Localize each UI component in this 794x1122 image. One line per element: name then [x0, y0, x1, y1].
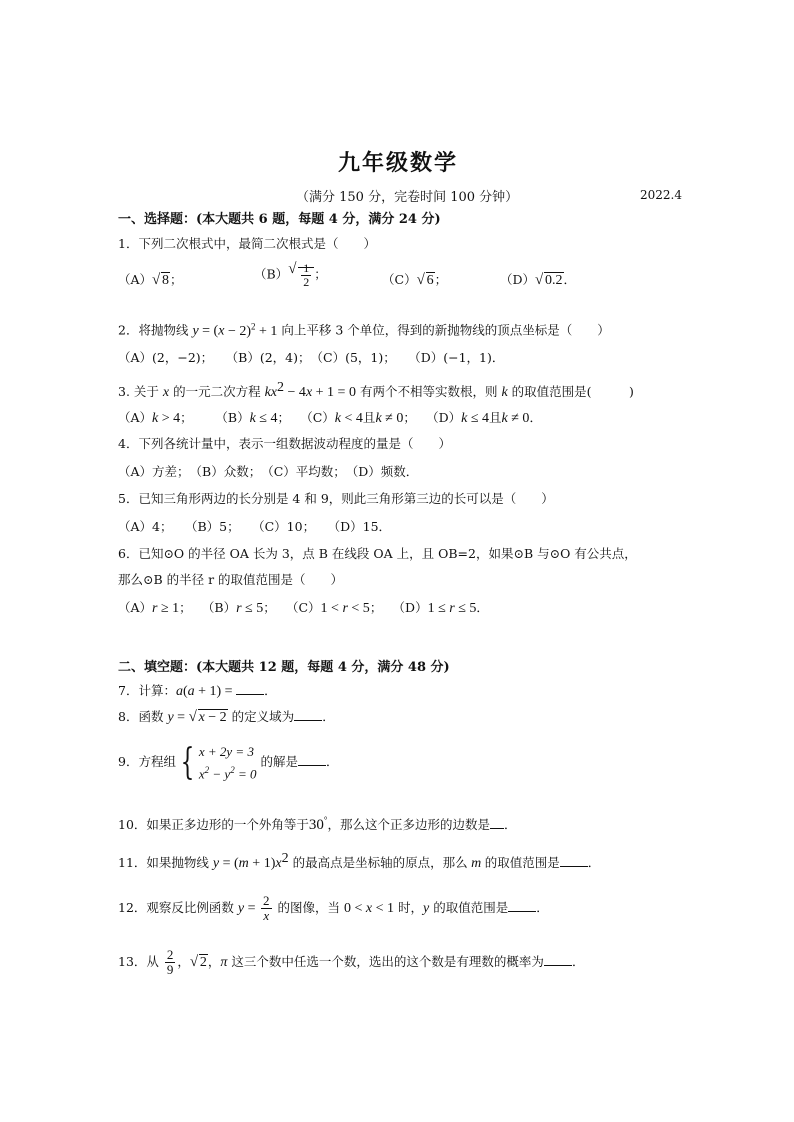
q6-line2: 那么⊙B 的半径 r 的取值范围是（ ） [118, 572, 344, 587]
option-c-label: （C） [300, 410, 335, 425]
answer-blank[interactable] [560, 854, 588, 867]
q5-options: （A）4； （B）5； （C）10； （D）15． [118, 519, 392, 534]
option-d-label: （D） [392, 600, 428, 615]
q8-text-a: 8．函数 [118, 709, 164, 724]
q11-text-a: 11．如果抛物线 [118, 855, 209, 871]
q8: 8．函数 y = √ x − 2 的定义域为 ． [118, 708, 335, 726]
q9: 9．方程组 { x + 2y = 3 $x^2 - y^2 = 0$ 的解是 ． [118, 741, 339, 783]
q12-text-c: 时， [398, 900, 424, 915]
q11-text-b: 的最高点是坐标轴的原点，那么 [292, 855, 468, 871]
q4-stem: 4．下列各统计量中，表示一组数据波动程度的量是（ ） [118, 436, 451, 451]
q1-stem: 1．下列二次根式中，最简二次根式是（ ） [118, 236, 376, 251]
option-b-label: （B） [201, 600, 237, 615]
q12: 12．观察反比例函数 y = $\frac{2}{x}$ 的图像，当 0 < x < 1 时，y 的取值范围是 ． [118, 893, 549, 923]
answer-blank[interactable] [236, 682, 264, 695]
q11-text-c: 的取值范围是 [484, 855, 560, 871]
option-a-label: （A） [118, 272, 153, 287]
q6-options: （A）r ≥ 1； （B）r ≤ 5； （C）1 < r < 5； （D）1 ≤ r ≤ 5． [118, 600, 489, 616]
answer-blank[interactable] [490, 816, 504, 829]
q2-stem: 2．将抛物线 $y = (x - 2)^2 + 1$ 向上平移 3 个单位，得到的新抛物线的顶点坐标是（ ） [118, 321, 610, 339]
q1-option-c: （C）√ 6； [382, 272, 447, 289]
q10: 10．如果正多边形的一个外角等于30°，那么这个正多边形的边数是 ． [118, 815, 517, 833]
q2-text-b: 向上平移 3 个单位，得到的新抛物线的顶点坐标是（ ） [281, 322, 610, 338]
q3-text-d: 的取值范围是( ) [511, 384, 634, 400]
q8-text-b: 的定义域为 [231, 709, 295, 724]
q10-text-a: 10．如果正多边形的一个外角等于 [118, 817, 309, 832]
q1-c-radicand: 6 [426, 273, 434, 288]
q6-line1: 6．已知⊙O 的半径 OA 长为 3，点 B 在线段 OA 上，且 OB=2，如果⊙B 与⊙O 有公共点， [118, 546, 637, 561]
q2-text-a: 2．将抛物线 [118, 322, 189, 338]
answer-blank[interactable] [298, 753, 326, 766]
q3-stem: 3. 关于 x 的一元二次方程 $kx^2 - 4x + 1 = 0$ 有两个不相等实数根，则 k 的取值范围是( ) [118, 380, 634, 401]
q4-options: （A）方差； （B）众数； （C）平均数； （D）频数． [118, 464, 419, 479]
q9-text-a: 9．方程组 [118, 754, 176, 770]
answer-blank[interactable] [294, 708, 322, 721]
option-c-label: （C） [382, 272, 417, 287]
option-a-label: （A） [118, 600, 153, 615]
q3-text-a: 3. 关于 [118, 384, 159, 400]
option-d-label: （D） [426, 410, 462, 425]
q1-d-radicand: 0.2 [545, 273, 563, 288]
exam-date: 2022.4 [640, 188, 682, 202]
q3-text-c: 有两个不相等实数根，则 [359, 384, 498, 400]
q1-option-d: （D）√ 0.2． [500, 272, 576, 289]
q11: 11．如果抛物线 $y = (m + 1)x^2$ 的最高点是坐标轴的原点，那么 m 的取值范围是 ． [118, 851, 601, 872]
q3-and-d: 且 [489, 410, 502, 425]
q7-text: 7．计算： [118, 683, 176, 698]
q5-stem: 5．已知三角形两边的长分别是 4 和 9，则此三角形第三边的长可以是（ ） [118, 491, 554, 506]
q3-text-b: 的一元二次方程 [173, 384, 261, 400]
q13-text-b: 这三个数中任选一个数，选出的这个数是有理数的概率为 [231, 954, 544, 969]
q7: 7．计算：a(a + 1) = ． [118, 683, 277, 699]
q10-text-b: ，那么这个正多边形的边数是 [327, 817, 491, 832]
q12-text-b: 的图像，当 [277, 900, 341, 915]
q1-a-radicand: 8 [162, 273, 170, 288]
q1-option-b: （B） √ $\frac{1}{2}$ ； [254, 262, 327, 289]
option-b-label: （B） [254, 266, 289, 282]
q9-text-b: 的解是 [260, 754, 298, 770]
q12-text-d: 的取值范围是 [433, 900, 509, 915]
page-title: 九年级数学 [338, 150, 459, 176]
q1-option-a: （A）√ 8； [118, 272, 183, 289]
option-a-label: （A） [118, 410, 153, 425]
q13-text-a: 13．从 [118, 954, 159, 969]
q2-options: （A）(2，−2)； （B）(2，4)； （C）(5，1)； （D）(−1，1)． [118, 350, 505, 365]
exam-info: （满分 150 分，完卷时间 100 分钟） [296, 190, 519, 205]
answer-blank[interactable] [544, 953, 572, 966]
q3-and-c: 且 [362, 410, 376, 425]
option-c-label: （C） [285, 600, 321, 615]
section2-header: 二、填空题：(本大题共 12 题，每题 4 分，满分 48 分) [118, 660, 450, 675]
q13: 13．从 $\frac{2}{9}$ ，√ 2，π 这三个数中任选一个数，选出的这个数是有理数的概率为 ． [118, 948, 584, 977]
q12-text-a: 12．观察反比例函数 [118, 900, 234, 915]
q3-options: （A）k > 4； （B）k ≤ 4； （C）k < 4且k ≠ 0； （D）k ≤ 4且k ≠ 0． [118, 410, 542, 426]
option-b-label: （B） [215, 410, 250, 425]
option-d-label: （D） [500, 272, 536, 287]
answer-blank[interactable] [508, 899, 536, 912]
section1-header: 一、选择题：(本大题共 6 题，每题 4 分，满分 24 分) [118, 212, 441, 227]
